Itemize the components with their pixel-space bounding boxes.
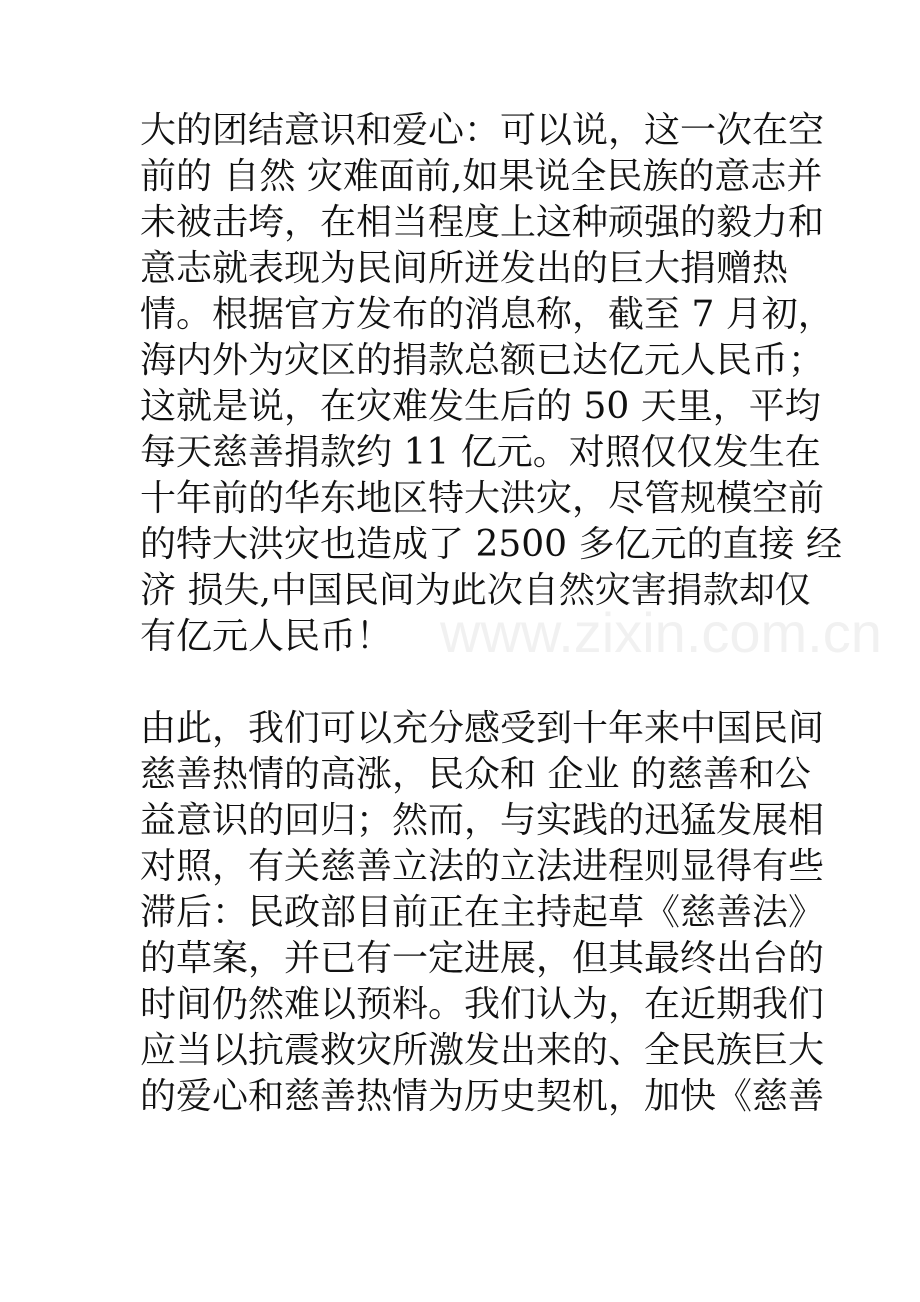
text-line: 益意识的回归；然而，与实践的迅猛发展相: [140, 800, 825, 841]
paragraph-spacer: [140, 660, 820, 706]
text-line: 的特大洪灾也造成了 2500 多亿元的直接 经: [140, 524, 842, 565]
text-line: 济 损失,中国民间为此次自然灾害捐款却仅: [140, 570, 811, 611]
text-line: 情。根据官方发布的消息称，截至 7 月初，: [140, 294, 834, 335]
text-line: 这就是说，在灾难发生后的 50 天里，平均: [140, 386, 821, 427]
text-line: 对照，有关慈善立法的立法进程则显得有些: [140, 846, 825, 887]
text-line: 时间仍然难以预料。我们认为，在近期我们: [140, 984, 825, 1025]
text-line: 每天慈善捐款约 11 亿元。对照仅仅发生在: [140, 432, 821, 473]
paragraph-2: [140, 706, 825, 1120]
text-column: [140, 108, 842, 1120]
text-line: 的爱心和慈善热情为历史契机，加快《慈善: [140, 1076, 825, 1117]
text-line: 大的团结意识和爱心：可以说，这一次在空: [140, 110, 825, 151]
paragraph-1: [140, 108, 842, 660]
text-line: 的草案，并已有一定进展，但其最终出台的: [140, 938, 825, 979]
text-line: 意志就表现为民间所迸发出的巨大捐赠热: [140, 248, 789, 289]
text-line: 海内外为灾区的捐款总额已达亿元人民币；: [140, 340, 825, 381]
text-line: 滞后：民政部目前正在主持起草《慈善法》: [140, 892, 825, 933]
text-line: 有亿元人民币！: [140, 616, 393, 657]
watermark: www.zixin.com.cn: [440, 601, 882, 664]
text-line: 慈善热情的高涨，民众和 企业 的慈善和公: [140, 754, 811, 795]
text-line: 由此，我们可以充分感受到十年来中国民间: [140, 708, 825, 749]
text-line: 前的 自然 灾难面前,如果说全民族的意志并: [140, 156, 823, 197]
text-line: 未被击垮，在相当程度上这种顽强的毅力和: [140, 202, 825, 243]
text-line: 十年前的华东地区特大洪灾，尽管规模空前: [140, 478, 825, 519]
text-line: 应当以抗震救灾所激发出来的、全民族巨大: [140, 1030, 825, 1071]
